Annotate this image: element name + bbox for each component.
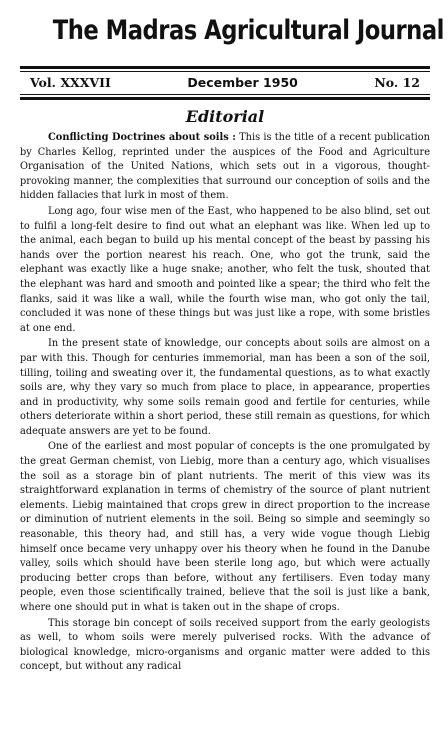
journal-title: The Madras Agricultural Journal [52,15,444,46]
section-heading: Editorial [185,107,265,126]
issue-info-bar [20,72,430,94]
article-paragraph: In the present state of knowledge, our concepts about soils are almost on a par with this. Though for centuries immemorial, man has been a son of the soil, tilling, toiling and sweating over it, the fundamental questions, as to what exactly soils are, why they vary so much from place to place, in appearance, properties and in productivity, why some soils remain good and fertile for centuries, while others deteriorate within a short period, these still remain as questions, for which adequate answers are yet to be found. [20,338,430,437]
header-rule-bottom-thin [20,94,430,95]
article-paragraph [20,131,430,204]
article-paragraph: Long ago, four wise men of the East, who happened to be also blind, set out to fulfil a long-felt desire to find out what an elephant was like. When led up to the animal, each began to build up his mental concept of the beast by passing his hands over the portion nearest his reach. One, who got the trunk, said the elephant was exactly like a huge snake; another, who felt the tusk, shouted that the elephant was hard and smooth and pointed like a spear; the third who felt the flanks, said it was like a wall, while the fourth wise man, who got only the tail, concluded it was none of these things but was just like a rope, with some bristles at one end. [20,205,430,334]
header-rule-bottom [20,97,430,100]
paragraph-text: This is the title of a recent publication by Charles Kellog, reprinted under the auspices of the Food and Agriculture Organisation of the United Nations, which sets out in a vigorous, thought-provoking manner, the complexities that surround our conception of soils and the hidden fallacies that lurk in most of them. [20,132,430,202]
article-body [20,131,430,675]
volume-label: Vol. XXXVII [30,75,111,90]
article-paragraph: One of the earliest and most popular of concepts is the one promulgated by the great German chemist, von Liebig, more than a century ago, which visualises the soil as a storage bin of plant nutrients. The merit of this view was its straightforward explanation in terms of chemistry of the source of plant nutrient elements. Liebig maintained that crops grew in direct proportion to the increase or diminution of nutrient elements in the soil. Being so simple and seemingly so reasonable, this theory had, and still has, a very wide vogue though Liebig himself once became very unhappy over his theory when he found in the Danube valley, soils which should have been sterile long ago, but which were actually producing better crops than before, without any fertilisers. Even today many people, even those scientifically trained, believe that the soil is just like a bank, where one should put in what is taken out in the shape of crops. [20,441,430,613]
issue-date: December 1950 [187,75,298,90]
issue-number: No. 12 [374,75,420,90]
lead-heading: Conflicting Doctrines about soils : [48,132,236,143]
article-paragraph: This storage bin concept of soils received support from the early geologists as well, to whom soils were merely pulverised rocks. With the advance of biological knowledge, micro-organisms and organic matter were added to this concept, but without any radical [20,617,430,673]
journal-page [20,14,444,676]
header-rule-top [20,66,430,69]
